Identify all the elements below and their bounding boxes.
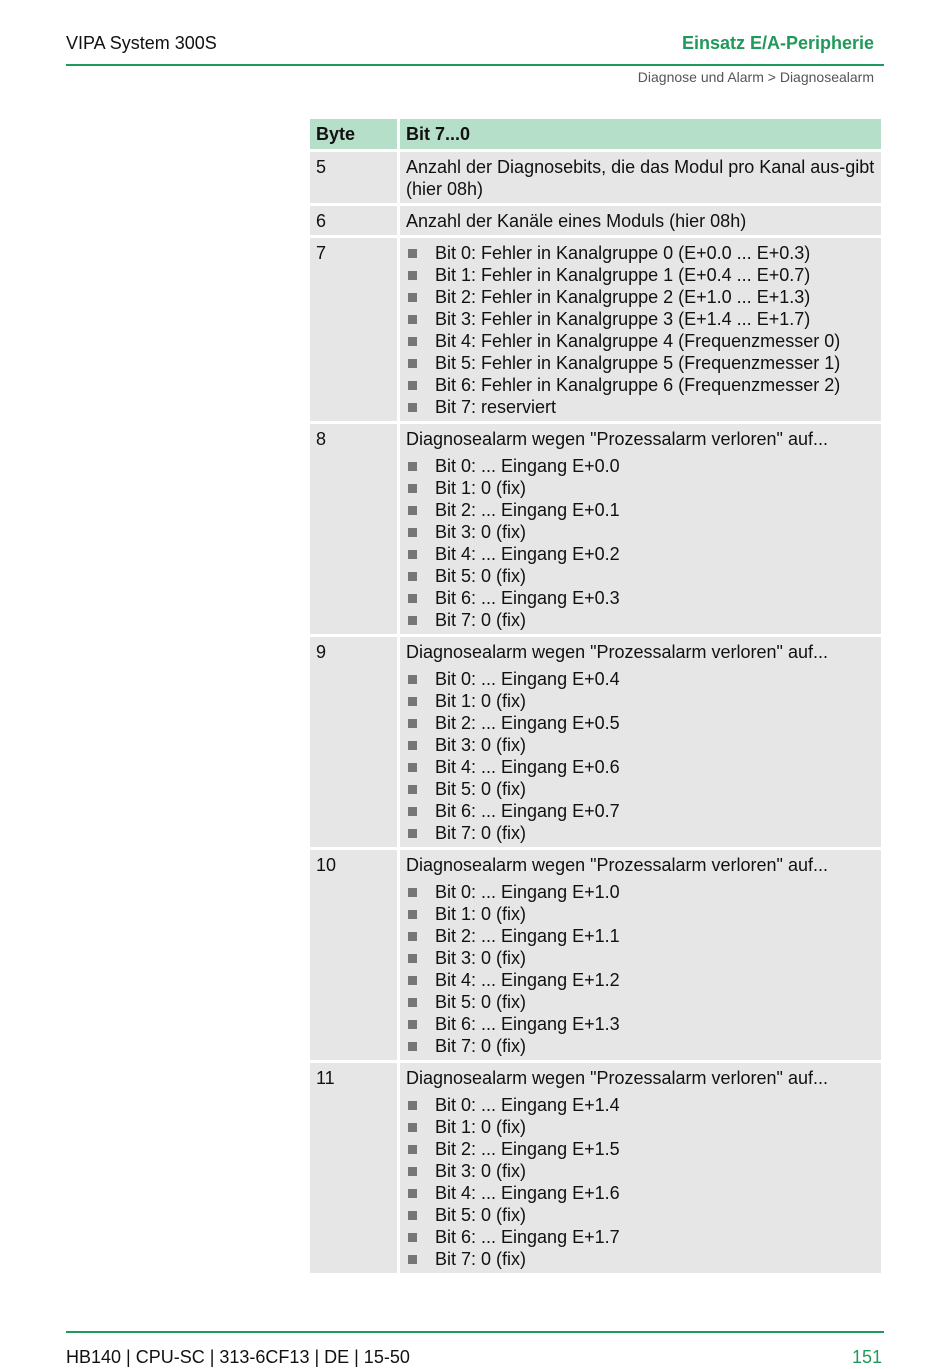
table-row [310, 152, 881, 203]
breadcrumb: Diagnose und Alarm > Diagnosealarm [637, 69, 874, 85]
footer-divider [66, 1331, 884, 1333]
table-row [310, 424, 881, 634]
bit-list [406, 1094, 875, 1270]
table-row [310, 206, 881, 235]
bit-item: Bit 2: ... Eingang E+0.1 [406, 499, 875, 521]
bit-item: Bit 5: 0 (fix) [406, 778, 875, 800]
bit-item: Bit 7: reserviert [406, 396, 875, 418]
bit-item: Bit 4: ... Eingang E+1.2 [406, 969, 875, 991]
bit-item: Bit 0: Fehler in Kanalgruppe 0 (E+0.0 ... E+0.3) [406, 242, 875, 264]
chapter-title: Einsatz E/A-Peripherie [681, 33, 874, 53]
description-cell [400, 424, 881, 634]
bit-list [406, 242, 875, 418]
bit-item: Bit 1: 0 (fix) [406, 903, 875, 925]
byte-cell: 6 [310, 206, 397, 235]
table-row [310, 850, 881, 1060]
bit-item: Bit 5: 0 (fix) [406, 1204, 875, 1226]
bit-item: Bit 0: ... Eingang E+1.0 [406, 881, 875, 903]
byte-cell: 7 [310, 238, 397, 421]
row-description: Diagnosealarm wegen "Prozessalarm verloren" auf... [406, 642, 828, 662]
bit-item: Bit 6: ... Eingang E+0.3 [406, 587, 875, 609]
byte-cell: 8 [310, 424, 397, 634]
bit-item: Bit 7: 0 (fix) [406, 1248, 875, 1270]
header-divider [66, 64, 884, 66]
bit-item: Bit 2: ... Eingang E+1.1 [406, 925, 875, 947]
description-cell [400, 850, 881, 1060]
bit-item: Bit 7: 0 (fix) [406, 822, 875, 844]
bit-item: Bit 6: ... Eingang E+1.3 [406, 1013, 875, 1035]
bit-item: Bit 6: Fehler in Kanalgruppe 6 (Frequenzmesser 2) [406, 374, 875, 396]
bit-item: Bit 4: ... Eingang E+1.6 [406, 1182, 875, 1204]
bit-item: Bit 6: ... Eingang E+0.7 [406, 800, 875, 822]
bit-item: Bit 4: ... Eingang E+0.6 [406, 756, 875, 778]
bit-item: Bit 1: 0 (fix) [406, 690, 875, 712]
bit-item: Bit 6: ... Eingang E+1.7 [406, 1226, 875, 1248]
document-title: VIPA System 300S [66, 33, 217, 53]
bit-item: Bit 3: 0 (fix) [406, 1160, 875, 1182]
footer-doc-info: HB140 | CPU-SC | 313-6CF13 | DE | 15-50 [66, 1347, 410, 1367]
byte-cell: 11 [310, 1063, 397, 1273]
byte-cell: 5 [310, 152, 397, 203]
bit-item: Bit 7: 0 (fix) [406, 1035, 875, 1057]
table-row [310, 1063, 881, 1273]
bit-item: Bit 3: 0 (fix) [406, 734, 875, 756]
description-cell [400, 1063, 881, 1273]
bit-item: Bit 5: 0 (fix) [406, 565, 875, 587]
table-row [310, 637, 881, 847]
description-cell [400, 637, 881, 847]
column-header-bits: Bit 7...0 [400, 119, 881, 149]
bit-item: Bit 0: ... Eingang E+1.4 [406, 1094, 875, 1116]
bit-item: Bit 2: ... Eingang E+1.5 [406, 1138, 875, 1160]
bit-item: Bit 7: 0 (fix) [406, 609, 875, 631]
column-header-byte: Byte [310, 119, 397, 149]
bit-item: Bit 5: 0 (fix) [406, 991, 875, 1013]
description-cell: Anzahl der Kanäle eines Moduls (hier 08h) [400, 206, 881, 235]
bit-item: Bit 2: ... Eingang E+0.5 [406, 712, 875, 734]
bit-list [406, 455, 875, 631]
bit-item: Bit 1: 0 (fix) [406, 477, 875, 499]
byte-cell: 9 [310, 637, 397, 847]
bit-item: Bit 4: Fehler in Kanalgruppe 4 (Frequenzmesser 0) [406, 330, 875, 352]
bit-item: Bit 4: ... Eingang E+0.2 [406, 543, 875, 565]
bit-item: Bit 3: 0 (fix) [406, 521, 875, 543]
page-number: 151 [851, 1347, 882, 1367]
bit-list [406, 881, 875, 1057]
bit-item: Bit 0: ... Eingang E+0.0 [406, 455, 875, 477]
bit-list [406, 668, 875, 844]
description-cell: Anzahl der Diagnosebits, die das Modul pro Kanal aus-gibt (hier 08h) [400, 152, 881, 203]
description-cell [400, 238, 881, 421]
bit-item: Bit 3: 0 (fix) [406, 947, 875, 969]
table-row [310, 238, 881, 421]
bit-item: Bit 3: Fehler in Kanalgruppe 3 (E+1.4 ... E+1.7) [406, 308, 875, 330]
bit-item: Bit 1: 0 (fix) [406, 1116, 875, 1138]
row-description: Diagnosealarm wegen "Prozessalarm verloren" auf... [406, 1068, 828, 1088]
bit-item: Bit 2: Fehler in Kanalgruppe 2 (E+1.0 ... E+1.3) [406, 286, 875, 308]
row-description: Diagnosealarm wegen "Prozessalarm verloren" auf... [406, 429, 828, 449]
row-description: Diagnosealarm wegen "Prozessalarm verloren" auf... [406, 855, 828, 875]
diagnostic-byte-table [307, 116, 884, 1276]
byte-cell: 10 [310, 850, 397, 1060]
table-header-row [310, 119, 881, 149]
bit-item: Bit 1: Fehler in Kanalgruppe 1 (E+0.4 ... E+0.7) [406, 264, 875, 286]
bit-item: Bit 0: ... Eingang E+0.4 [406, 668, 875, 690]
bit-item: Bit 5: Fehler in Kanalgruppe 5 (Frequenzmesser 1) [406, 352, 875, 374]
